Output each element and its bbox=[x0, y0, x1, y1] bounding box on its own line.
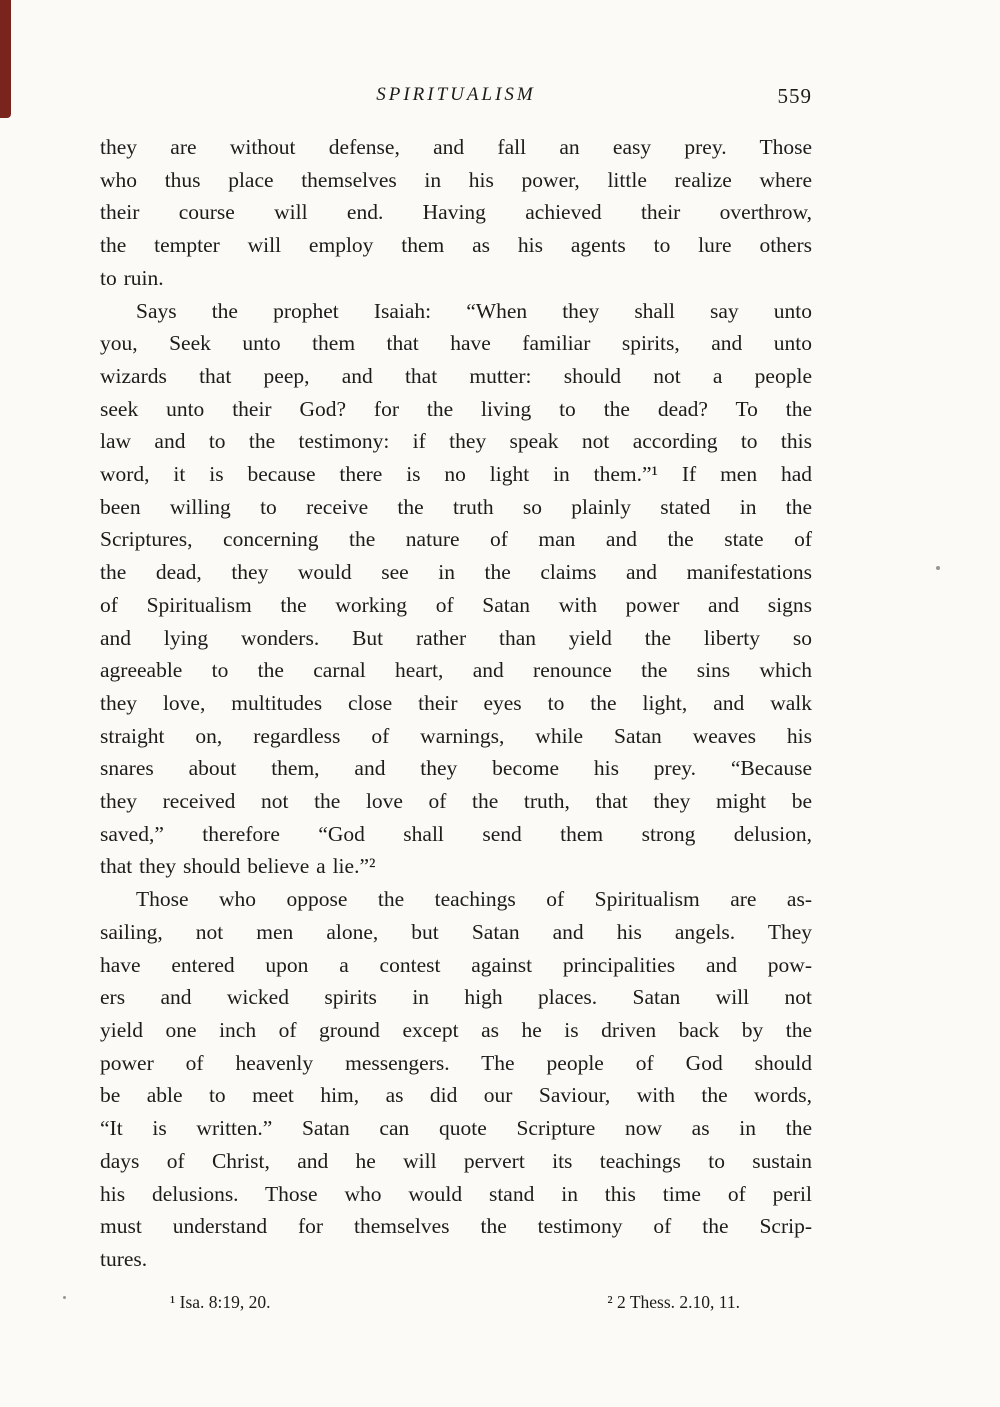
text-line: of Spiritualism the working of Satan with power and signs bbox=[100, 592, 812, 617]
text-line: that they should believe a lie.”² bbox=[100, 854, 376, 879]
text-line: yield one inch of ground except as he is driven back by the bbox=[100, 1017, 812, 1042]
text-line: seek unto their God? for the living to the dead? To the bbox=[100, 396, 812, 421]
text-line: who thus place themselves in his power, little realize where bbox=[100, 167, 812, 192]
text-line: ers and wicked spirits in high places. Satan will not bbox=[100, 985, 812, 1010]
text-line: their course will end. Having achieved their overthrow, bbox=[100, 200, 812, 225]
text-line: his delusions. Those who would stand in this time of peril bbox=[100, 1181, 812, 1206]
page-number: 559 bbox=[777, 84, 812, 108]
text-line: the tempter will employ them as his agents to lure others bbox=[100, 233, 812, 258]
text-line: to ruin. bbox=[100, 265, 164, 290]
paragraph bbox=[100, 131, 812, 295]
text-line: and lying wonders. But rather than yield the liberty so bbox=[100, 625, 812, 650]
scan-speck bbox=[63, 1296, 66, 1299]
footnotes bbox=[100, 1292, 812, 1313]
body-text bbox=[100, 131, 812, 1276]
text-line: be able to meet him, as did our Saviour, with the words, bbox=[100, 1083, 812, 1108]
text-line: power of heavenly messengers. The people of God should bbox=[100, 1050, 812, 1075]
text-line: the dead, they would see in the claims and manifestations bbox=[100, 560, 812, 585]
running-title: SPIRITUALISM bbox=[376, 84, 536, 105]
page-header bbox=[100, 84, 812, 114]
text-line: days of Christ, and he will pervert its teachings to sustain bbox=[100, 1148, 812, 1173]
paragraph bbox=[100, 883, 812, 1275]
text-line: been willing to receive the truth so plainly stated in the bbox=[100, 494, 812, 519]
footnote-1: ¹ Isa. 8:19, 20. bbox=[170, 1291, 271, 1312]
text-line: must understand for themselves the testimony of the Scrip- bbox=[100, 1214, 812, 1239]
scan-edge-artifact bbox=[0, 0, 11, 118]
text-line: they are without defense, and fall an easy prey. Those bbox=[100, 135, 812, 159]
text-line: tures. bbox=[100, 1246, 148, 1271]
text-line: Those who oppose the teachings of Spiritualism are as- bbox=[136, 887, 812, 912]
text-line: you, Seek unto them that have familiar spirits, and unto bbox=[100, 331, 812, 356]
footnote-2: ² 2 Thess. 2.10, 11. bbox=[607, 1291, 740, 1312]
text-line: wizards that peep, and that mutter: should not a people bbox=[100, 363, 812, 388]
text-line: have entered upon a contest against principalities and pow- bbox=[100, 952, 812, 977]
text-line: word, it is because there is no light in them.”¹ If men had bbox=[100, 462, 812, 487]
page-content bbox=[100, 0, 812, 1313]
text-line: “It is written.” Satan can quote Scripture now as in the bbox=[100, 1116, 812, 1141]
scan-speck bbox=[936, 566, 940, 570]
text-line: Says the prophet Isaiah: “When they shall say unto bbox=[136, 298, 812, 323]
paragraph bbox=[100, 295, 812, 884]
text-line: they love, multitudes close their eyes to the light, and walk bbox=[100, 690, 812, 715]
text-line: law and to the testimony: if they speak not according to this bbox=[100, 429, 812, 454]
text-line: sailing, not men alone, but Satan and his angels. They bbox=[100, 919, 812, 944]
text-line: straight on, regardless of warnings, while Satan weaves his bbox=[100, 723, 812, 748]
text-line: Scriptures, concerning the nature of man and the state of bbox=[100, 527, 812, 552]
text-line: saved,” therefore “God shall send them strong delusion, bbox=[100, 821, 812, 846]
text-line: snares about them, and they become his prey. “Because bbox=[100, 756, 812, 781]
text-line: agreeable to the carnal heart, and renounce the sins which bbox=[100, 658, 812, 683]
text-line: they received not the love of the truth, that they might be bbox=[100, 789, 812, 814]
